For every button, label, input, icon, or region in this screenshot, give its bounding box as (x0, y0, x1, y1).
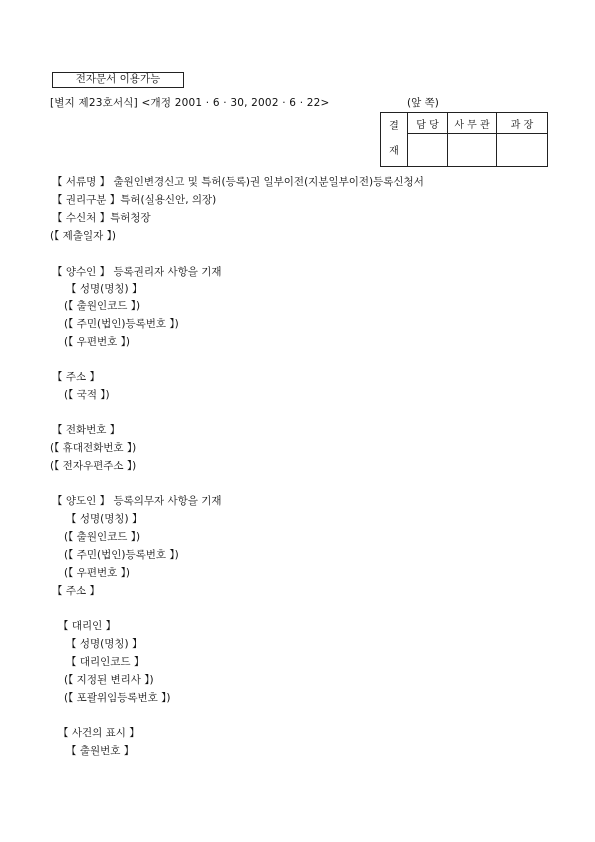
approval-sign-chief (497, 134, 548, 167)
agent-code-line: 【 대리인코드 】 (66, 656, 145, 668)
approval-label (381, 113, 408, 167)
approval-label-top: 결 (389, 121, 399, 132)
assignee-address-line: 【 주소 】 (52, 371, 100, 383)
recipient-line: 【 수신처 】특허청장 (52, 212, 151, 224)
approval-sign-staff (408, 134, 448, 167)
assignor-registration-no-line: (【 주민(법인)등록번호 】) (64, 549, 179, 561)
submission-date-line: (【 제출일자 】) (50, 230, 116, 242)
assignee-applicant-code-line: (【 출원인코드 】) (64, 300, 141, 312)
general-power-no-line: (【 포괄위임등록번호 】) (64, 692, 171, 704)
agent-name-line: 【 성명(명칭) 】 (66, 638, 143, 650)
assignor-postal-code-line: (【 우편번호 】) (64, 567, 130, 579)
email-line: (【 전자우편주소 】) (50, 460, 137, 472)
assignee-nationality-line: (【 국적 】) (64, 389, 110, 401)
approval-label-bottom: 재 (389, 146, 399, 157)
assignee-name-line: 【 성명(명칭) 】 (66, 283, 143, 295)
phone-line: 【 전화번호 】 (52, 424, 121, 436)
form-number: [별지 제23호서식] <개정 2001 · 6 · 30, 2002 · 6 · 22> (50, 97, 330, 109)
document-name-line: 【 서류명 】 출원인변경신고 및 특허(등록)권 일부이전(지분일부이전)등록신청서 (52, 176, 424, 188)
assignee-postal-code-line: (【 우편번호 】) (64, 336, 130, 348)
assignee-heading: 【 양수인 】 등록권리자 사항을 기재 (52, 266, 222, 278)
case-indication-heading: 【 사건의 표시 】 (58, 727, 140, 739)
application-number-line: 【 출원번호 】 (66, 745, 135, 757)
assignor-applicant-code-line: (【 출원인코드 】) (64, 531, 141, 543)
right-type-line: 【 권리구분 】특허(실용신안, 의장) (52, 194, 217, 206)
mobile-phone-line: (【 휴대전화번호 】) (50, 442, 137, 454)
agent-heading: 【 대리인 】 (58, 620, 117, 632)
assignor-name-line: 【 성명(명칭) 】 (66, 513, 143, 525)
page-side-label: (앞 쪽) (407, 97, 439, 109)
approval-table (380, 112, 548, 167)
approval-col-chief: 과 장 (497, 113, 548, 134)
designated-attorney-line: (【 지정된 변리사 】) (64, 674, 154, 686)
approval-sign-officer (448, 134, 497, 167)
assignor-heading: 【 양도인 】 등록의무자 사항을 기재 (52, 495, 222, 507)
approval-col-staff: 담 당 (408, 113, 448, 134)
electronic-document-label: 전자문서 이용가능 (52, 72, 184, 88)
approval-col-officer: 사 무 관 (448, 113, 497, 134)
assignor-address-line: 【 주소 】 (52, 585, 100, 597)
assignee-registration-no-line: (【 주민(법인)등록번호 】) (64, 318, 179, 330)
